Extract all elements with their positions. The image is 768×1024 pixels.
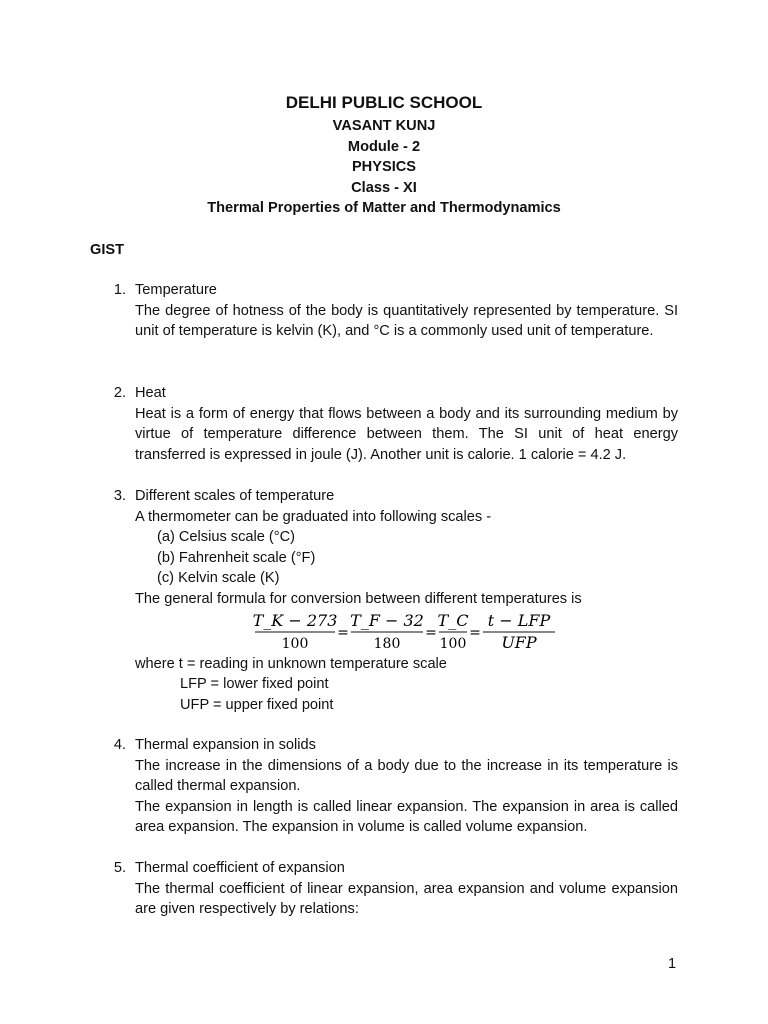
equals-sign: =: [425, 624, 437, 641]
scales-intro: A thermometer can be graduated into following scales -: [135, 508, 492, 525]
formula-denominator: 100: [439, 635, 467, 652]
topic-title: Thermal Properties of Matter and Thermodynamics: [207, 200, 561, 217]
conversion-formula: [135, 610, 678, 654]
formula-numerator: T_K − 273: [253, 610, 338, 630]
section-paragraph: The thermal coefficient of linear expansion, area expansion and volume expansion are given respectively by relations:: [135, 880, 678, 918]
class-label: Class - XI: [351, 179, 417, 196]
section-paragraph: The expansion in length is called linear expansion. The expansion in area is called area expansion. The expansion in volume is called volume expansion.: [135, 798, 678, 836]
scale-item: (a) Celsius scale (°C): [157, 529, 296, 546]
formula-denominator: UFP: [501, 632, 537, 652]
section-expansion-coefficient: [108, 858, 678, 920]
section-number: 1.: [113, 282, 126, 298]
section-paragraph: Heat is a form of energy that flows between a body and its surrounding medium by virtue of temperature difference between them. The SI unit of heat energy transferred is expressed in joule (J). Another unit is calorie. 1 calorie = 4.2 J.: [135, 405, 678, 463]
scale-item: (b) Fahrenheit scale (°F): [157, 549, 316, 566]
scale-item: (c) Kelvin scale (K): [157, 570, 280, 587]
section-number: 2.: [113, 385, 126, 401]
equals-sign: =: [469, 624, 481, 641]
formula-svg: [253, 610, 573, 654]
formula-denominator: 180: [373, 635, 401, 652]
definition-item: UFP = upper fixed point: [180, 696, 334, 713]
section-number: 5.: [113, 860, 126, 876]
formula-numerator: t − LFP: [487, 610, 551, 630]
formula-intro: The general formula for conversion between different temperatures is: [135, 590, 582, 607]
section-number: 4.: [113, 737, 126, 753]
section-temperature: [108, 280, 678, 342]
module-label: Module - 2: [347, 138, 421, 155]
section-heat: [108, 383, 678, 465]
section-number: 3.: [113, 488, 126, 504]
page-number: 1: [668, 956, 677, 972]
section-paragraph: The increase in the dimensions of a body due to the increase in its temperature is called thermal expansion.: [135, 757, 678, 795]
document-header: [0, 92, 768, 219]
formula-numerator: T_F − 32: [350, 610, 424, 630]
formula-numerator: T_C: [437, 610, 469, 630]
section-title: Thermal expansion in solids: [135, 737, 316, 753]
branch-name: VASANT KUNJ: [332, 118, 436, 134]
section-title: Heat: [135, 385, 166, 401]
section-title: Temperature: [135, 282, 217, 298]
gist-heading: GIST: [90, 242, 125, 258]
school-name: DELHI PUBLIC SCHOOL: [285, 93, 483, 112]
section-paragraph: The degree of hotness of the body is quantitatively represented by temperature. SI unit of temperature is kelvin (K), and °C is a commonly used unit of temperature.: [135, 302, 678, 340]
section-thermal-expansion: [108, 735, 678, 838]
formula-denominator: 100: [281, 635, 309, 652]
section-title: Thermal coefficient of expansion: [135, 860, 345, 876]
equals-sign: =: [337, 624, 349, 641]
section-temperature-scales: [108, 486, 678, 715]
definition-item: LFP = lower fixed point: [180, 676, 329, 693]
section-title: Different scales of temperature: [135, 488, 335, 504]
where-clause: where t = reading in unknown temperature scale: [135, 655, 447, 672]
subject-label: PHYSICS: [351, 159, 417, 176]
